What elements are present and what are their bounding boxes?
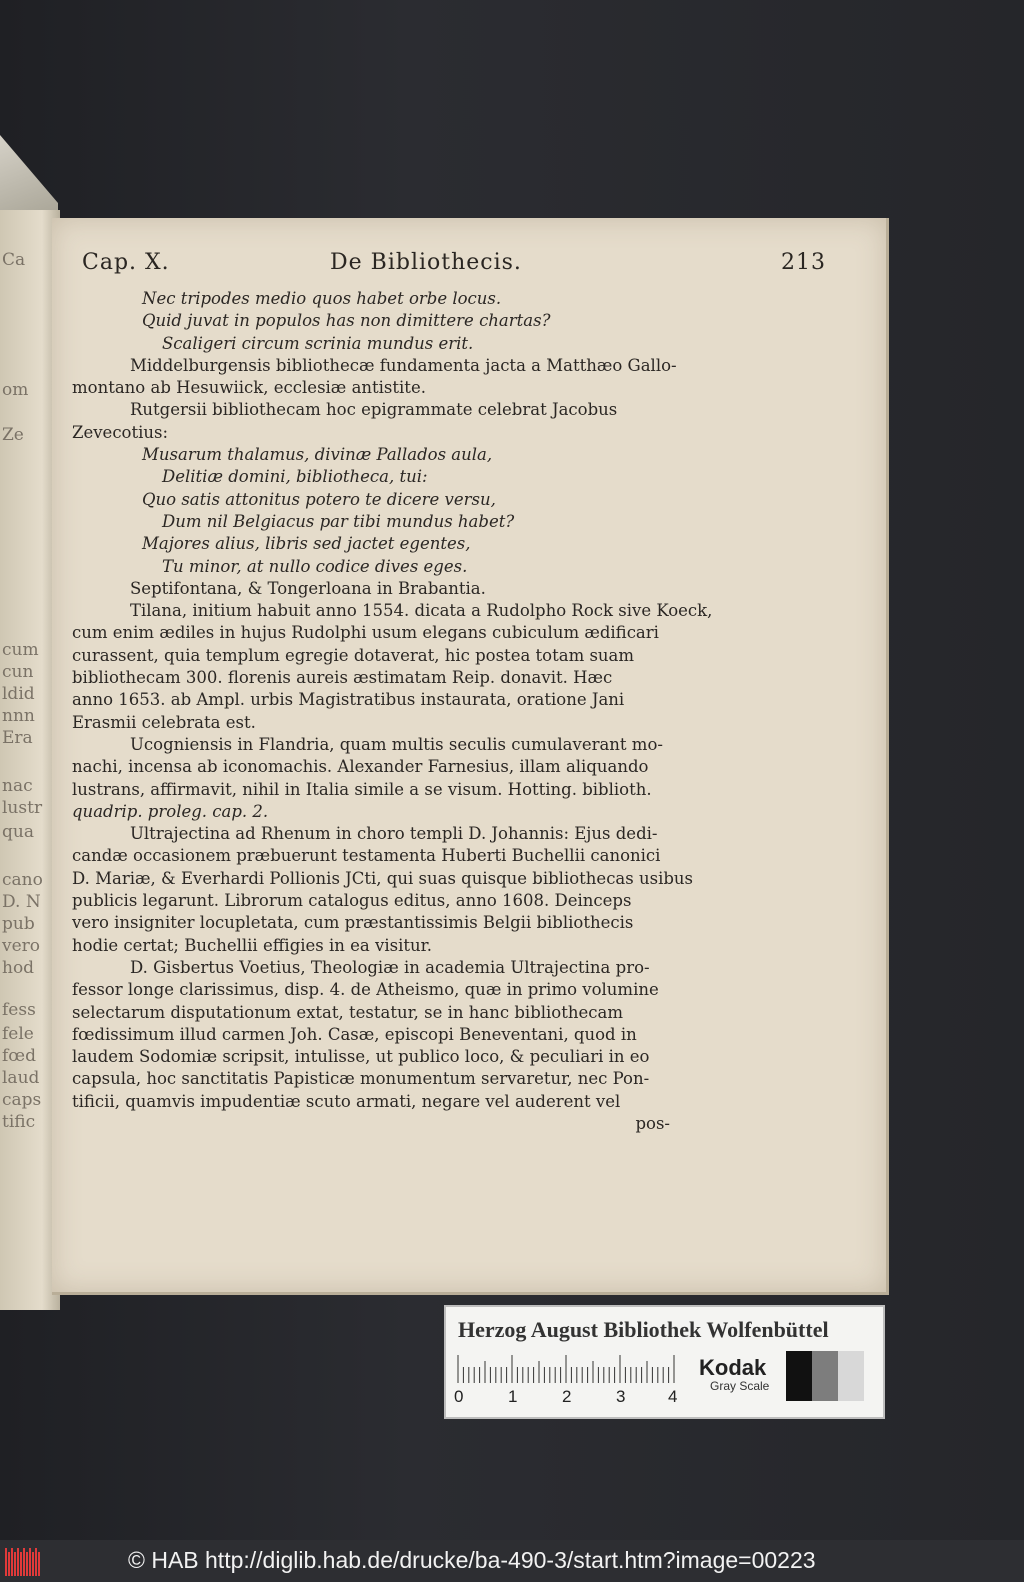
logo-bar [14, 1552, 16, 1576]
text-line: Erasmii celebrata est. [72, 712, 256, 732]
left-page-fragment: Ze [2, 425, 24, 445]
logo-bar [8, 1552, 10, 1576]
text-line: candæ occasionem præbuerunt testamenta Huberti Buchellii canonici [72, 846, 661, 866]
left-page-fragment: ldid [2, 684, 35, 704]
left-page-fragment: vero [2, 936, 41, 956]
text-line: Delitiæ domini, bibliotheca, tui: [162, 467, 428, 487]
library-color-label [444, 1305, 885, 1419]
text-line: Quo satis attonitus potero te dicere versu, [142, 489, 496, 509]
left-page-fragment: laud [2, 1068, 40, 1088]
text-line: montano ab Hesuwiick, ecclesiæ antistite. [72, 378, 426, 398]
text-line: fœdissimum illud carmen Joh. Casæ, episcopi Beneventani, quod in [72, 1024, 637, 1044]
logo-bar [38, 1552, 40, 1576]
text-line: laudem Sodomiæ scripsit, intulisse, ut publico loco, & peculiari in eo [72, 1047, 650, 1067]
logo-bar [11, 1548, 13, 1576]
text-line: D. Mariæ, & Everhardi Pollionis JCti, qui suas quisque bibliothecas usibus [72, 868, 694, 888]
left-page-fragment: pub [2, 914, 35, 934]
logo-bar [5, 1548, 7, 1576]
footer-url[interactable]: © HAB http://diglib.hab.de/drucke/ba-490-3/start.htm?image=00223 [128, 1547, 816, 1573]
text-line: curassent, quia templum egregie dotaverat, hic postea totam suam [72, 645, 635, 665]
text-line: Ucogniensis in Flandria, quam multis seculis cumulaverant mo- [130, 734, 663, 754]
text-line: lustrans, affirmavit, nihil in Italia simile a se visum. Hotting. biblioth. [72, 779, 652, 799]
left-page-fragment: fœd [2, 1046, 36, 1066]
left-page-fragment: cun [2, 662, 34, 682]
text-line: Quid juvat in populos has non dimittere chartas? [142, 311, 551, 331]
left-page-fragment: cum [2, 640, 39, 660]
gray-patch [812, 1351, 838, 1401]
text-line: quadrip. proleg. cap. 2. [72, 801, 269, 821]
gray-patch [838, 1351, 864, 1401]
ruler-number: 4 [668, 1387, 678, 1406]
text-line: Tu minor, at nullo codice dives eges. [162, 556, 468, 576]
text-line: Septifontana, & Tongerloana in Brabantia. [130, 578, 486, 598]
logo-bar [35, 1548, 37, 1576]
hab-barcode-logo-icon [4, 1548, 42, 1576]
left-page-fragment: om [2, 380, 29, 400]
left-page-fragment: nac [2, 776, 33, 796]
library-name: Herzog August Bibliothek Wolfenbüttel [458, 1317, 829, 1342]
logo-bar [32, 1552, 34, 1576]
book-page [52, 218, 889, 1295]
left-page-fragment: nnn [2, 706, 35, 726]
text-line: publicis legarunt. Librorum catalogus editus, anno 1608. Deinceps [72, 891, 632, 911]
ruler-number: 2 [562, 1387, 572, 1406]
logo-bar [20, 1552, 22, 1576]
page-number: 213 [781, 250, 826, 275]
text-line: Scaligeri circum scrinia mundus erit. [162, 333, 474, 353]
left-page-fragment: fess [2, 1000, 36, 1020]
kodak-gray-scale: Gray Scale [710, 1379, 770, 1393]
text-line: Dum nil Belgiacus par tibi mundus habet? [162, 511, 515, 531]
left-page-fragment: Ca [2, 250, 26, 270]
text-line: Rutgersii bibliothecam hoc epigrammate celebrat Jacobus [130, 400, 618, 420]
text-line: selectarum disputationum extat, testatur, se in hanc bibliothecam [72, 1002, 623, 1022]
left-page-fragment: D. N [2, 892, 41, 912]
text-line: cum enim ædiles in hujus Rudolphi usum elegans cubiculum ædificari [72, 623, 659, 643]
gray-patch [786, 1351, 812, 1401]
left-page-edge [0, 210, 60, 1310]
text-line: Musarum thalamus, divinæ Pallados aula, [142, 445, 493, 465]
logo-bar [29, 1548, 31, 1576]
kodak-brand: Kodak [699, 1355, 767, 1380]
text-line: anno 1653. ab Ampl. urbis Magistratibus instaurata, oratione Jani [72, 690, 625, 710]
chapter-label: Cap. X. [82, 250, 170, 275]
text-line: Middelburgensis bibliothecæ fundamenta jacta a Matthæo Gallo- [130, 355, 677, 375]
left-page-fragment: caps [2, 1090, 42, 1110]
text-line: nachi, incensa ab iconomachis. Alexander Farnesius, illam aliquando [72, 757, 649, 777]
left-page-fragment: fele [2, 1024, 34, 1044]
text-line: Tilana, initium habuit anno 1554. dicata a Rudolpho Rock sive Koeck, [130, 601, 713, 621]
left-page-fragment: cano [2, 870, 43, 890]
gray-scale-patches [786, 1351, 864, 1401]
left-page-fragment: tific [2, 1112, 36, 1132]
left-page-fragment: qua [2, 822, 34, 842]
left-page-fragment: Era [2, 728, 33, 748]
text-line: tificii, quamvis impudentiæ scuto armati, negare vel auderent vel [72, 1091, 621, 1111]
ruler-number: 0 [454, 1387, 464, 1406]
logo-bar [17, 1548, 19, 1576]
ruler-number: 1 [508, 1387, 518, 1406]
footer-bar [0, 1540, 1024, 1582]
text-line: fessor longe clarissimus, disp. 4. de Atheismo, quæ in primo volumine [72, 980, 659, 1000]
ruler-number: 3 [616, 1387, 626, 1406]
text-line: Majores alius, libris sed jactet egentes, [142, 534, 471, 554]
logo-bar [26, 1552, 28, 1576]
text-line: Ultrajectina ad Rhenum in choro templi D. Johannis: Ejus dedi- [130, 824, 658, 844]
text-line: Nec tripodes medio quos habet orbe locus. [142, 289, 502, 308]
text-line: pos- [635, 1113, 670, 1133]
text-line: vero insigniter locupletata, cum præstantissimis Belgii bibliothecis [72, 913, 634, 933]
text-line: hodie certat; Buchellii effigies in ea visitur. [72, 935, 432, 955]
left-page-fragment: lustr [2, 798, 43, 818]
text-line: D. Gisbertus Voetius, Theologiæ in academia Ultrajectina pro- [130, 957, 650, 977]
text-line: Zevecotius: [72, 422, 169, 442]
ruler-icon [456, 1353, 678, 1383]
left-page-fragment: hod [2, 958, 35, 978]
running-title: De Bibliothecis. [330, 250, 522, 275]
running-head [82, 250, 856, 280]
logo-bar [23, 1548, 25, 1576]
text-line: capsula, hoc sanctitatis Papisticæ monumentum servaretur, nec Pon- [72, 1069, 650, 1089]
body-text [72, 288, 713, 1135]
text-line: bibliothecam 300. florenis aureis æstimatam Reip. donavit. Hæc [72, 668, 613, 688]
